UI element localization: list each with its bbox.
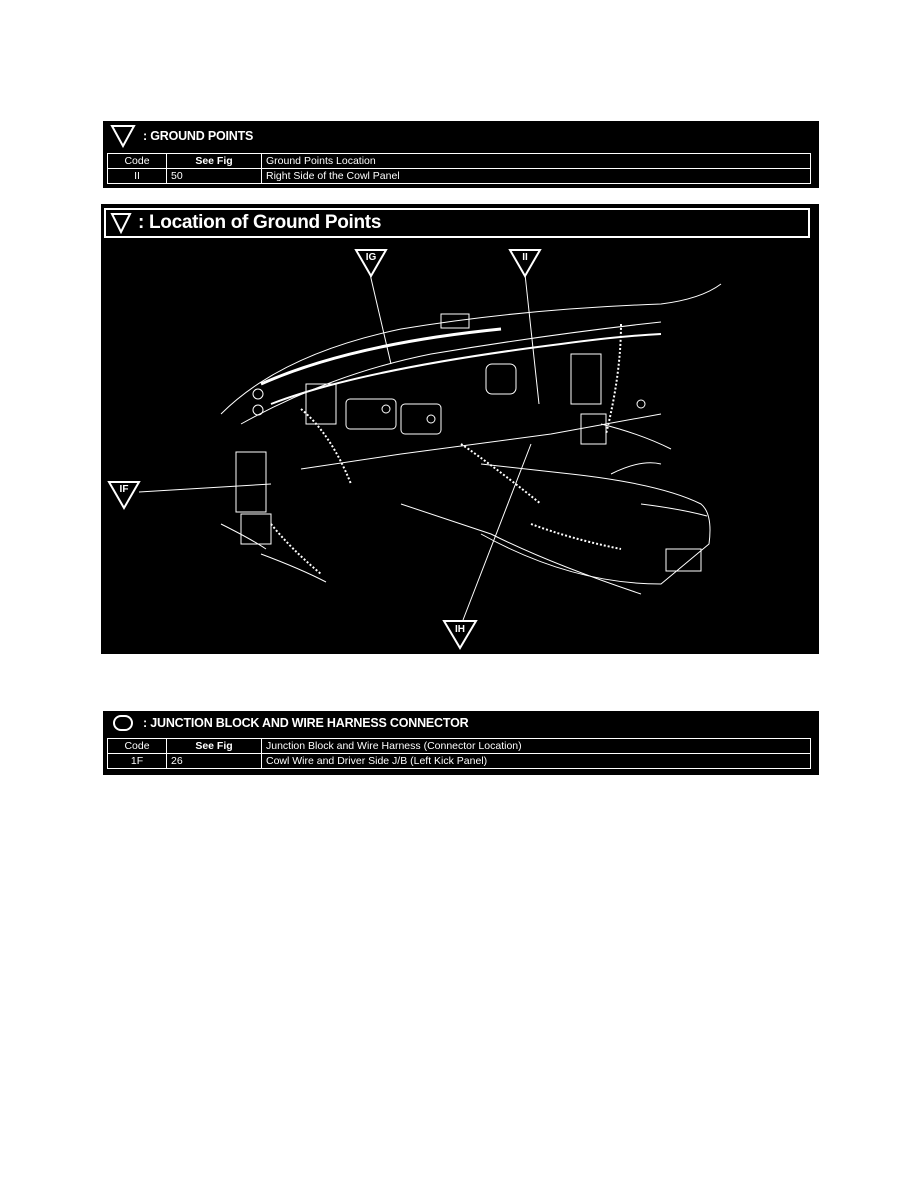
column-header-see-fig: See Fig xyxy=(167,739,262,754)
junction-block-title: : JUNCTION BLOCK AND WIRE HARNESS CONNECTOR xyxy=(143,716,469,730)
ground-points-diagram xyxy=(101,204,819,654)
column-header-code: Code xyxy=(108,739,167,754)
ground-triangle-icon xyxy=(103,124,143,148)
ground-marker-ii: II xyxy=(508,248,542,278)
ground-points-panel xyxy=(103,121,819,188)
table-row xyxy=(108,754,811,769)
ground-points-table xyxy=(107,153,811,184)
ground-marker-ih: IH xyxy=(442,619,478,650)
table-header-row xyxy=(108,154,811,169)
ground-marker-if: IF xyxy=(107,480,141,510)
cell-code: II xyxy=(108,169,167,184)
dashboard-wiring-illustration xyxy=(101,204,819,654)
column-header-see-fig: See Fig xyxy=(167,154,262,169)
column-header-location: Junction Block and Wire Harness (Connector Location) xyxy=(262,739,811,754)
junction-block-header xyxy=(103,711,819,735)
column-header-location: Ground Points Location xyxy=(262,154,811,169)
junction-block-panel xyxy=(103,711,819,775)
connector-oval-icon xyxy=(103,714,143,732)
table-row xyxy=(108,169,811,184)
diagram-title: : Location of Ground Points xyxy=(138,212,382,233)
junction-block-table xyxy=(107,738,811,769)
cell-see-fig: 26 xyxy=(167,754,262,769)
cell-location: Right Side of the Cowl Panel xyxy=(262,169,811,184)
ground-points-title: : GROUND POINTS xyxy=(143,129,254,143)
ground-marker-ig: IG xyxy=(354,248,388,278)
column-header-code: Code xyxy=(108,154,167,169)
table-header-row xyxy=(108,739,811,754)
cell-code: 1F xyxy=(108,754,167,769)
ground-points-header xyxy=(103,121,819,151)
cell-location: Cowl Wire and Driver Side J/B (Left Kick Panel) xyxy=(262,754,811,769)
cell-see-fig: 50 xyxy=(167,169,262,184)
